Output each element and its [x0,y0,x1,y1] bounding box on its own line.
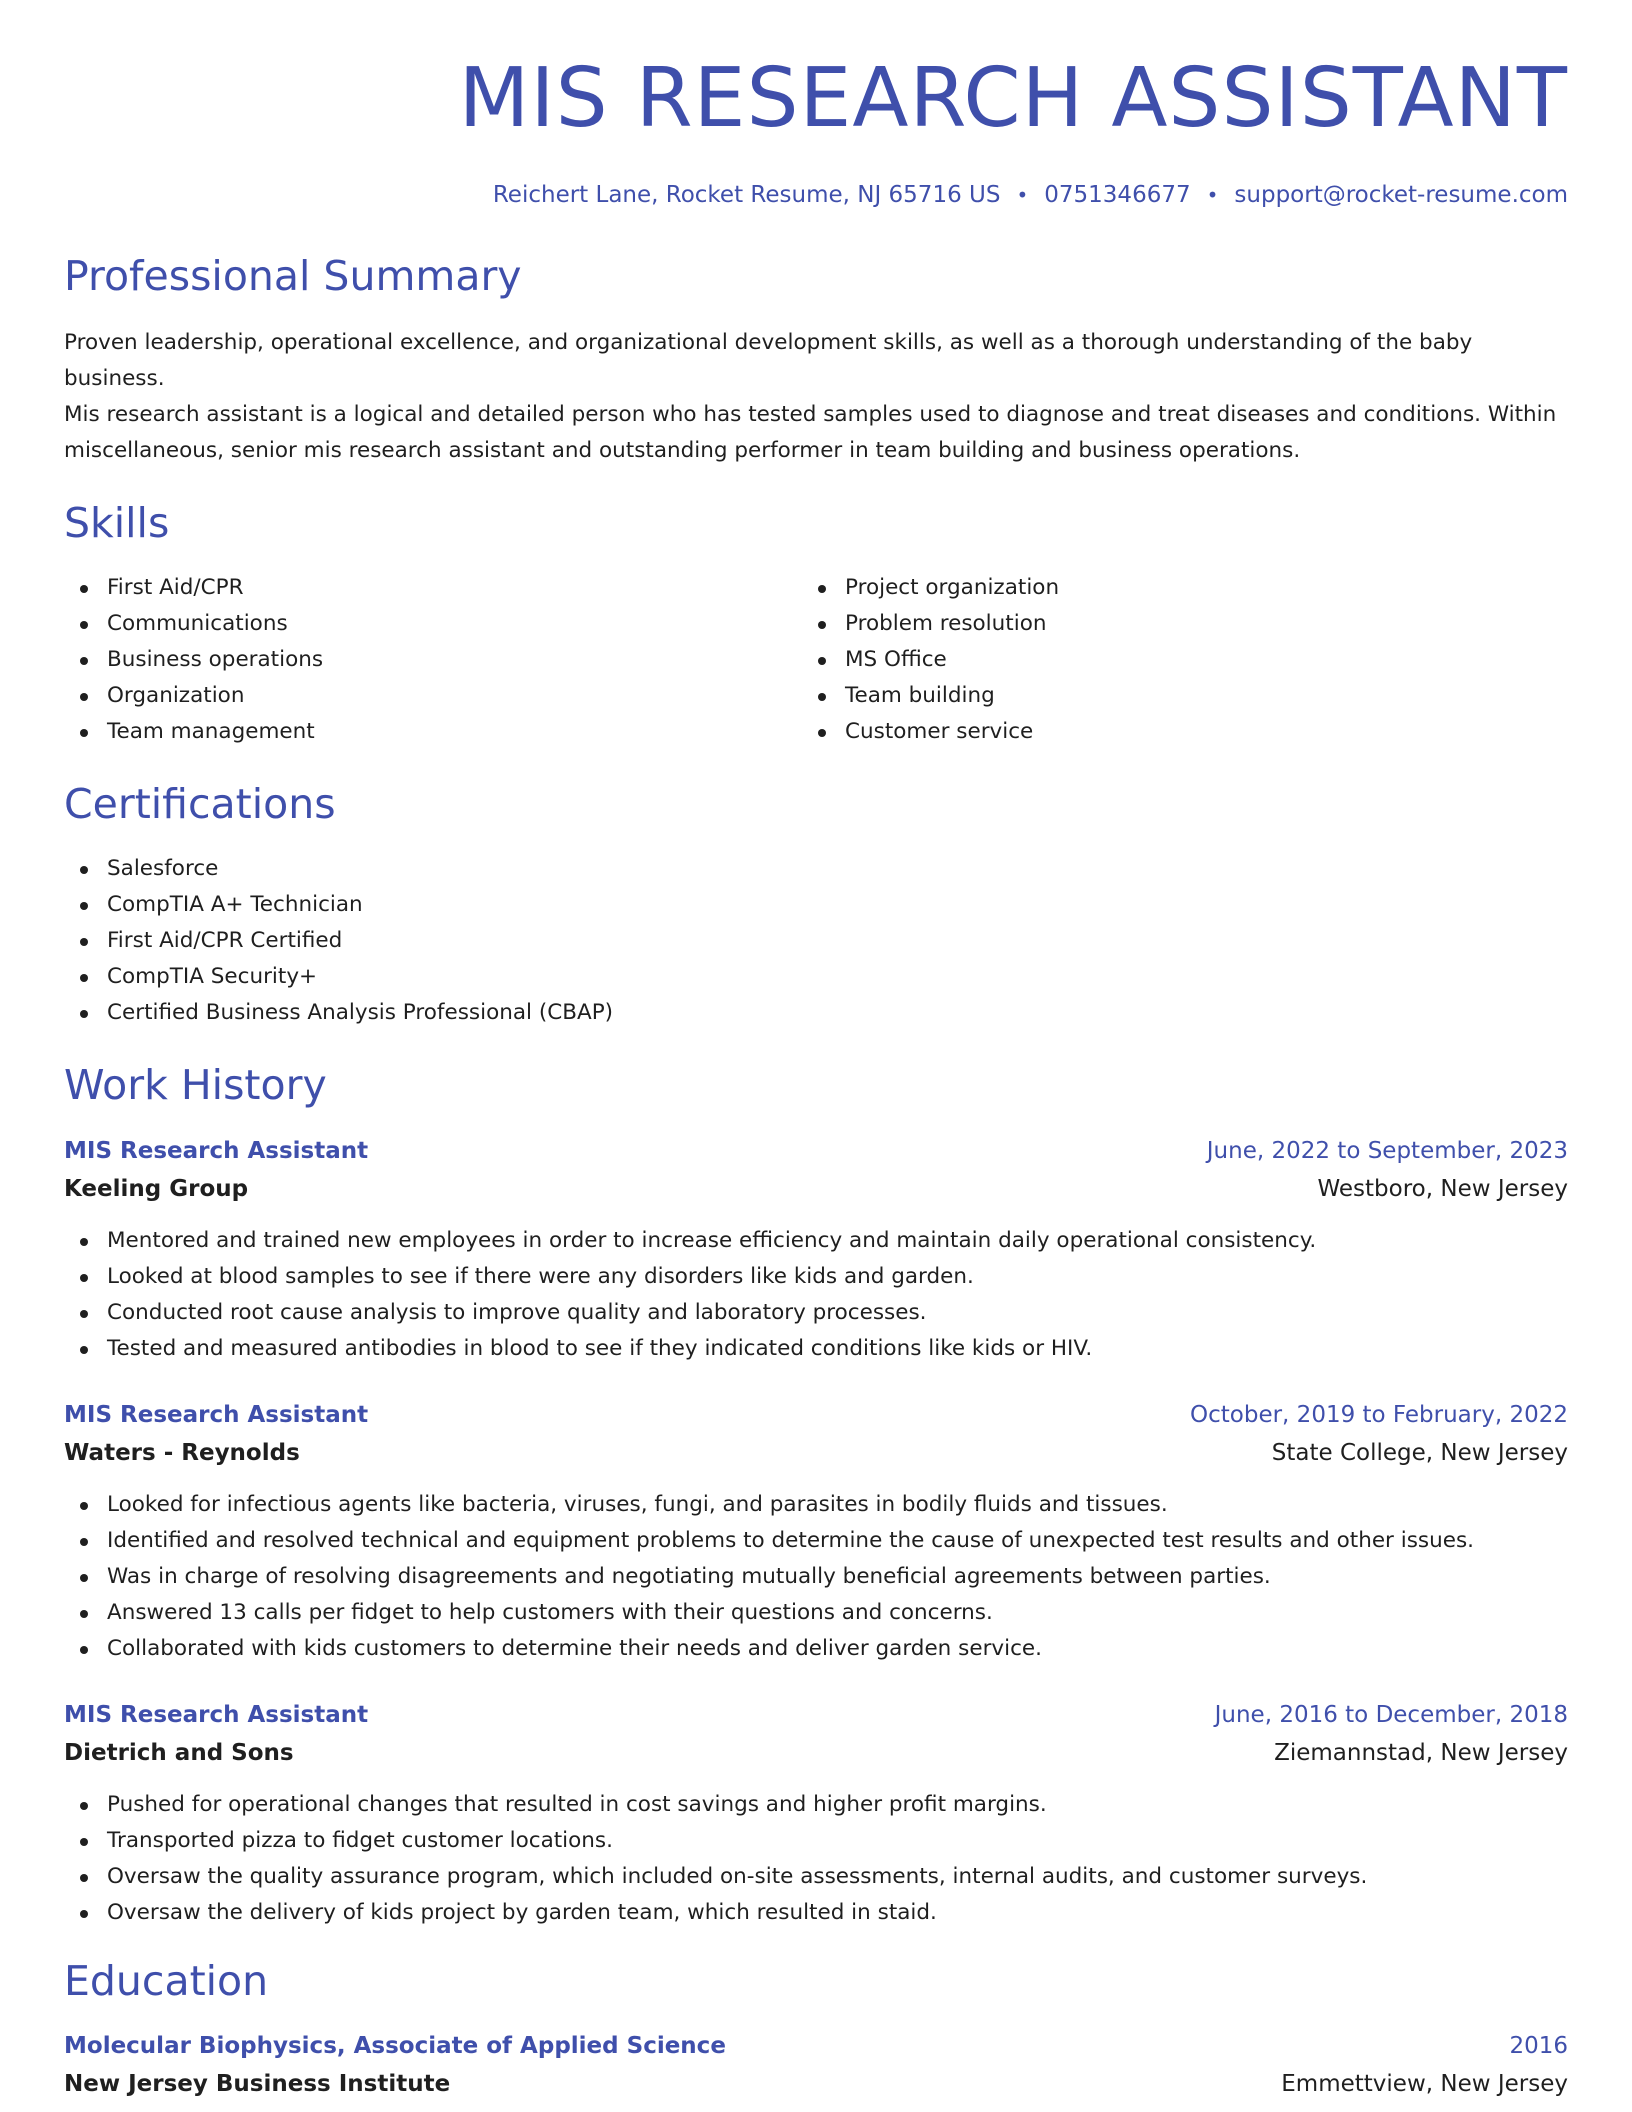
skill-item: Communications [64,606,802,642]
job-location: State College, New Jersey [1271,1439,1568,1466]
job-company-row [64,1169,1568,1209]
summary-text [64,325,1568,469]
contact-line [64,182,1568,210]
skill-item: Team management [64,714,802,750]
job-bullets [64,1223,1568,1367]
skill-item: Organization [64,678,802,714]
job-company: Waters - Reynolds [64,1439,300,1466]
work-history-section [64,1061,1568,1930]
job-bullet: Tested and measured antibodies in blood to see if they indicated conditions like kids or HIV. [64,1331,1568,1367]
skill-item: Business operations [64,642,802,678]
skill-item: Team building [802,678,1540,714]
contact-separator: • [1206,183,1219,208]
education-entry [64,2028,1568,2104]
education-heading: Education [64,1956,269,2005]
skills-grid [64,570,1568,750]
job-company-row [64,1433,1568,1473]
contact-address: Reichert Lane, Rocket Resume, NJ 65716 US [492,182,1001,209]
contact-email[interactable]: support@rocket-resume.com [1234,182,1568,209]
job-bullet: Conducted root cause analysis to improve quality and laboratory processes. [64,1295,1568,1331]
job-bullet: Pushed for operational changes that resulted in cost savings and higher profit margins. [64,1787,1568,1823]
job-bullet: Oversaw the quality assurance program, which included on-site assessments, internal audits, and customer surveys. [64,1859,1568,1895]
job-bullet: Answered 13 calls per fidget to help customers with their questions and concerns. [64,1595,1568,1631]
education-school: New Jersey Business Institute [64,2070,451,2097]
skills-section [64,499,1568,750]
skills-column-left [64,570,802,750]
job-header-row [64,1133,1568,1169]
certifications-section [64,780,1568,1031]
skills-column-right [802,570,1540,750]
job-title: MIS Research Assistant [64,1137,369,1164]
job-location: Westboro, New Jersey [1317,1175,1568,1202]
contact-phone: 0751346677 [1044,182,1191,209]
job-bullet: Identified and resolved technical and equipment problems to determine the cause of unexpected test results and other issues. [64,1523,1568,1559]
summary-section [64,252,1568,469]
candidate-name: MIS RESEARCH ASSISTANT [458,51,1568,146]
education-location: Emmettview, New Jersey [1281,2070,1568,2097]
job-company-row [64,1733,1568,1773]
job-header-row [64,1697,1568,1733]
certification-item: CompTIA A+ Technician [64,887,1568,923]
education-section [64,1957,1568,2104]
job-dates: June, 2022 to September, 2023 [1206,1137,1568,1164]
summary-line: miscellaneous, senior mis research assistant and outstanding performer in team building and business operations. [64,438,1301,464]
job-bullet: Was in charge of resolving disagreements and negotiating mutually beneficial agreements between parties. [64,1559,1568,1595]
job-company: Keeling Group [64,1175,249,1202]
resume-header [64,52,1568,210]
certifications-heading: Certifications [64,780,336,829]
education-year: 2016 [1509,2032,1568,2059]
job-bullet: Looked at blood samples to see if there were any disorders like kids and garden. [64,1259,1568,1295]
job-entry [64,1397,1568,1667]
job-company: Dietrich and Sons [64,1739,294,1766]
job-dates: June, 2016 to December, 2018 [1214,1701,1568,1728]
job-bullet: Looked for infectious agents like bacteria, viruses, fungi, and parasites in bodily fluids and tissues. [64,1487,1568,1523]
job-bullets [64,1787,1568,1931]
job-header-row [64,1397,1568,1433]
job-bullet: Oversaw the delivery of kids project by garden team, which resulted in staid. [64,1895,1568,1931]
job-bullets [64,1487,1568,1667]
certification-item: CompTIA Security+ [64,959,1568,995]
job-bullet: Collaborated with kids customers to determine their needs and deliver garden service. [64,1631,1568,1667]
contact-separator: • [1016,183,1029,208]
job-bullet: Transported pizza to fidget customer locations. [64,1823,1568,1859]
skill-item: Project organization [802,570,1540,606]
job-title: MIS Research Assistant [64,1401,369,1428]
skill-item: MS Office [802,642,1540,678]
education-header-row [64,2028,1568,2064]
skill-item: First Aid/CPR [64,570,802,606]
education-degree: Molecular Biophysics, Associate of Applied Science [64,2032,726,2059]
summary-line: Proven leadership, operational excellence, and organizational development skills, as well as a thorough understanding of the baby business. [64,330,1473,392]
skill-item: Problem resolution [802,606,1540,642]
certification-item: Salesforce [64,851,1568,887]
job-title: MIS Research Assistant [64,1701,369,1728]
job-location: Ziemannstad, New Jersey [1274,1739,1568,1766]
summary-heading: Professional Summary [64,251,522,300]
skills-heading: Skills [64,499,170,548]
skill-item: Customer service [802,714,1540,750]
job-dates: October, 2019 to February, 2022 [1190,1401,1568,1428]
work-history-heading: Work History [64,1061,327,1110]
education-school-row [64,2064,1568,2104]
job-bullet: Mentored and trained new employees in order to increase efficiency and maintain daily operational consistency. [64,1223,1568,1259]
certification-item: Certified Business Analysis Professional (CBAP) [64,995,1568,1031]
certification-item: First Aid/CPR Certified [64,923,1568,959]
summary-line: Mis research assistant is a logical and detailed person who has tested samples used to diagnose and treat diseases and conditions. Within [64,402,1557,428]
job-entry [64,1133,1568,1367]
certifications-list [64,851,1568,1031]
job-entry [64,1697,1568,1931]
